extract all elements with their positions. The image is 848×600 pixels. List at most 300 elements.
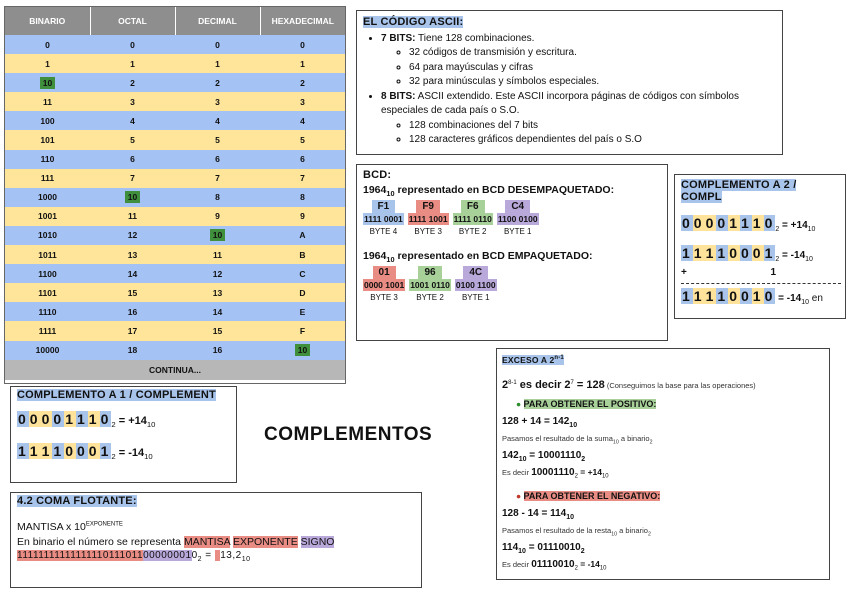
table-row <box>5 188 345 207</box>
bcd-hex: C4 <box>505 200 530 213</box>
table-row <box>5 341 345 360</box>
base-subscript: 10 <box>807 226 816 233</box>
base-subscript: 10 <box>611 531 618 538</box>
cell-value: 11 <box>213 249 222 260</box>
c1-line-positive <box>17 411 230 429</box>
base-subscript: 10 <box>518 456 527 464</box>
cell-value: 7 <box>130 173 135 184</box>
exceso-value: = 128 <box>573 378 605 391</box>
cell-value: 6 <box>300 154 305 165</box>
table-cell <box>260 207 345 226</box>
cell-value: 9 <box>300 211 305 222</box>
cell-value: 1010 <box>38 230 57 241</box>
exceso-title-sup: n-1 <box>554 355 564 361</box>
table-cell <box>90 111 175 130</box>
table-cell <box>5 226 90 245</box>
list-item: ◦ 32 códigos de transmisión y escritura. <box>409 46 776 61</box>
base-subscript: 2 <box>197 556 203 563</box>
cell-value: F <box>299 325 306 336</box>
cell-value: 4 <box>130 115 135 126</box>
base-subscript: 10 <box>612 439 619 446</box>
cell-value: 10 <box>125 191 140 203</box>
table-cell <box>260 73 345 92</box>
cell-value: 12 <box>127 230 138 241</box>
bcd-byte-label: BYTE 1 <box>461 293 490 303</box>
c2-tail: en <box>809 293 823 304</box>
table-row <box>5 283 345 302</box>
cell-value: 13 <box>127 249 138 260</box>
table-cell <box>260 35 345 54</box>
table-cell <box>90 169 175 188</box>
bcd-hex: F1 <box>372 200 396 213</box>
cell-value: 3 <box>215 96 220 107</box>
cell-value: B <box>299 249 306 260</box>
base-subscript: 2 <box>649 439 653 446</box>
table-cell <box>260 54 345 73</box>
bcd-byte <box>363 200 404 236</box>
c2-title: COMPLEMENTO A 2 / COMPL <box>681 179 797 203</box>
table-row <box>5 169 345 188</box>
exceso-negative-heading: ● PARA OBTENER EL NEGATIVO: <box>516 490 661 501</box>
table-cell <box>5 73 90 92</box>
bcd-hex: F9 <box>416 200 440 213</box>
table-cell <box>5 207 90 226</box>
bcd-byte-label: BYTE 2 <box>458 227 487 237</box>
table-row <box>5 130 345 149</box>
table-cell <box>260 169 345 188</box>
col-header-hexadecimal: HEXADECIMAL <box>260 7 345 35</box>
cell-value: 6 <box>130 154 135 165</box>
cell-value: 110 <box>40 154 55 165</box>
bcd-bits: 1111 0110 <box>453 214 492 225</box>
bcd-byte-label: BYTE 1 <box>503 227 532 237</box>
float-bits-line <box>17 550 415 563</box>
cell-value: 2 <box>215 77 220 88</box>
table-cell <box>90 73 175 92</box>
cell-value: 15 <box>127 287 138 298</box>
base-subscript: 2 <box>574 473 578 480</box>
bcd-byte <box>497 200 539 236</box>
table-cell <box>90 150 175 169</box>
c1-title: COMPLEMENTO A 1 / COMPLEMENT <box>17 389 216 401</box>
bcd-number: 1964 <box>363 184 387 196</box>
c2-bits-result: 1 1 1 1 0 0 1 0 <box>682 288 775 304</box>
cell-value: 17 <box>127 325 138 336</box>
exceso-pos-note-text: Pasamos el resultado de la suma <box>502 433 613 443</box>
exceso-negative-label: PARA OBTENER EL NEGATIVO: <box>523 490 661 501</box>
bcd-byte <box>408 200 449 236</box>
bcd-byte-label: BYTE 3 <box>370 293 398 303</box>
ascii-8bits-text: ASCII extendido. Este ASCII incorpora páginas de códigos con símbolos especiales de cada país o S.O. <box>381 90 739 116</box>
cell-value: 1101 <box>38 287 57 298</box>
float-bits-mantisa: 11111111111111110111011 <box>17 550 144 561</box>
table-cell <box>5 245 90 264</box>
cell-value: 10000 <box>35 345 60 356</box>
table-cell <box>90 54 175 73</box>
cell-value: 0 <box>300 39 305 50</box>
float-bits-exponente: 00000001 <box>143 550 192 561</box>
table-cell <box>90 130 175 149</box>
c2-value-c1: = -14 <box>779 250 806 261</box>
bcd-hex: 01 <box>373 266 396 279</box>
table-cell <box>90 35 175 54</box>
table-cell <box>5 188 90 207</box>
exceso-neg-note-text: Pasamos el resultado de la resta <box>502 525 612 535</box>
table-cell <box>175 341 260 360</box>
list-item: ◦ 32 para minúsculas y símbolos especiales. <box>409 75 776 90</box>
bcd-desempaquetado-heading <box>363 184 661 198</box>
table-cell <box>90 341 175 360</box>
table-cell <box>5 150 90 169</box>
cell-value: 10 <box>210 229 225 241</box>
c2-value-positive: = +14 <box>779 220 808 231</box>
table-cell <box>260 150 345 169</box>
exceso-pos-eq-text: 128 + 14 = 142 <box>502 415 570 427</box>
cell-value: 101 <box>40 135 55 146</box>
base-subscript: 2 <box>775 226 780 233</box>
exceso-section <box>496 348 830 580</box>
cell-value: 111 <box>40 173 55 184</box>
cell-value: 0 <box>45 39 50 50</box>
sum-divider <box>681 283 841 284</box>
table-cell <box>260 226 345 245</box>
exceso-note: (Conseguimos la base para las operaciones) <box>604 380 756 390</box>
exceso-positive-label: PARA OBTENER EL POSITIVO: <box>523 398 657 409</box>
exceso-positive-heading: ● PARA OBTENER EL POSITIVO: <box>516 398 657 409</box>
table-footer-row <box>5 360 345 380</box>
exceso-neg-eq-text: 128 - 14 = 114 <box>502 507 567 519</box>
float-word-signo: SIGNO <box>300 536 335 548</box>
cell-value: 1100 <box>38 268 57 279</box>
c1-bits-positive: 0 0 0 0 1 1 1 0 <box>18 411 111 427</box>
ascii-8bits-label: 8 BITS: <box>381 90 416 102</box>
bcd-byte <box>453 200 493 236</box>
base-subscript: 2 <box>581 456 586 464</box>
exceso-pos-result-val: = +14 <box>577 467 602 478</box>
cell-value: 1110 <box>38 306 57 317</box>
exceso-pos-note-text2: a binario <box>618 433 650 443</box>
table-cell <box>5 264 90 283</box>
table-cell <box>175 207 260 226</box>
table-cell <box>90 92 175 111</box>
base-subscript: 10 <box>602 473 609 480</box>
base-subscript: 10 <box>241 556 251 563</box>
exceso-pos-bin-num: 142 <box>502 450 519 462</box>
float-line-text: En binario el número se representa <box>17 536 184 548</box>
bcd-bits: 1111 1001 <box>408 214 448 225</box>
exceso-neg-result <box>502 558 824 576</box>
table-cell <box>5 35 90 54</box>
exceso-pos-result-bits: 10001110 <box>531 467 575 479</box>
base-subscript: 2 <box>775 256 780 263</box>
table-cell <box>90 302 175 321</box>
table-cell <box>175 226 260 245</box>
bcd-section <box>356 164 668 341</box>
cell-value: 2 <box>130 77 135 88</box>
table-cell <box>175 321 260 340</box>
exceso-es-decir-label: Es decir <box>502 468 532 478</box>
base-subscript: 10 <box>386 255 395 265</box>
table-cell <box>175 150 260 169</box>
cell-value: 4 <box>300 115 305 126</box>
bcd-empaquetado-bytes <box>363 266 661 302</box>
list-item: ◦ 64 para mayúsculas y cifras <box>409 61 776 76</box>
bcd-hex: 4C <box>463 266 488 279</box>
cell-value: 16 <box>212 345 223 356</box>
exceso-es-decir-label: Es decir <box>502 560 532 570</box>
cell-value: 10 <box>40 77 55 89</box>
exceso-pos-eq <box>502 415 824 432</box>
cell-value: 11 <box>128 211 137 222</box>
cell-value: 14 <box>212 306 223 317</box>
bcd-bits: 1001 0110 <box>410 280 450 291</box>
exceso-pos-bin-rest: = 10001110 <box>526 450 582 462</box>
table-cell <box>5 130 90 149</box>
bcd-desemp-text: representado en BCD DESEMPAQUETADO: <box>394 184 615 196</box>
exceso-neg-eq <box>502 507 824 524</box>
table-cell <box>175 130 260 149</box>
base-subscript: 2 <box>111 452 116 462</box>
cell-value: 5 <box>215 135 220 146</box>
base-subscript: 10 <box>518 548 526 556</box>
table-cell <box>260 111 345 130</box>
table-cell <box>175 35 260 54</box>
table-cell <box>175 92 260 111</box>
bcd-empaquetado-heading <box>363 250 661 264</box>
table-row <box>5 226 345 245</box>
float-mantisa-line <box>17 521 415 533</box>
base-subscript: 10 <box>144 452 153 462</box>
table-cell <box>90 321 175 340</box>
col-header-octal: OCTAL <box>90 7 175 35</box>
cell-value: 3 <box>300 96 305 107</box>
ascii-section <box>356 10 783 155</box>
table-cell <box>90 226 175 245</box>
table-cell <box>5 341 90 360</box>
exceso-base-sup: 8-1 <box>508 379 517 386</box>
base-subscript: 10 <box>599 566 607 573</box>
c1-value-negative: = -14 <box>115 447 145 460</box>
table-cell <box>260 341 345 360</box>
cell-value: E <box>299 306 306 317</box>
cell-value: 5 <box>130 135 135 146</box>
base-subscript: 2 <box>574 566 578 573</box>
cell-value: 1 <box>130 58 135 69</box>
float-title: 4.2 COMA FLOTANTE: <box>17 495 137 507</box>
table-cell <box>175 73 260 92</box>
table-row <box>5 245 345 264</box>
cell-value: 6 <box>215 154 220 165</box>
exceso-title-text: EXCESO A 2 <box>502 354 555 365</box>
c1-line-negative <box>17 443 230 461</box>
plus-sign: + <box>681 267 687 278</box>
table-cell <box>5 321 90 340</box>
float-bits-signo: 0 <box>191 550 198 561</box>
base-subscript: 10 <box>386 189 395 199</box>
cell-value: 16 <box>127 306 138 317</box>
table-row <box>5 321 345 340</box>
bcd-title: BCD: <box>363 169 392 181</box>
cell-value: 7 <box>215 173 220 184</box>
cell-value: 12 <box>212 268 223 279</box>
cell-value: 9 <box>215 211 220 222</box>
base-subscript: 10 <box>801 299 810 306</box>
page-title: COMPLEMENTOS <box>264 424 433 445</box>
exceso-pos-result <box>502 466 824 484</box>
base-subscript: 2 <box>647 531 651 538</box>
cell-value: 7 <box>300 173 305 184</box>
cell-value: 14 <box>127 268 138 279</box>
bcd-byte <box>455 266 497 302</box>
bcd-byte <box>363 266 405 302</box>
table-cell <box>260 264 345 283</box>
exceso-neg-result-bits: 01110010 <box>531 559 575 571</box>
table-cell <box>5 111 90 130</box>
col-header-decimal: DECIMAL <box>175 7 260 35</box>
table-cell <box>260 321 345 340</box>
complemento-a2-section <box>674 174 846 319</box>
table-row <box>5 73 345 92</box>
complemento-a1-section <box>10 386 237 483</box>
cell-value: 4 <box>215 115 220 126</box>
c2-line-result <box>681 288 839 306</box>
table-row <box>5 150 345 169</box>
c2-line-positive <box>681 215 839 233</box>
float-value: 13,2 <box>220 550 242 561</box>
cell-value: 3 <box>130 96 135 107</box>
exceso-neg-bin-rest: = 01110010 <box>525 542 581 554</box>
exceso-neg-result-val: = -14 <box>577 559 600 570</box>
bcd-byte-label: BYTE 4 <box>369 227 398 237</box>
table-footer: CONTINUA... <box>5 360 345 380</box>
bcd-byte-label: BYTE 3 <box>414 227 442 237</box>
c1-value-positive: = +14 <box>115 415 147 427</box>
table-cell <box>5 54 90 73</box>
table-cell <box>90 283 175 302</box>
exceso-sup2: 7 <box>570 379 574 386</box>
table-row <box>5 264 345 283</box>
float-word-mantisa: MANTISA <box>183 536 231 548</box>
exceso-pos-bin <box>502 449 824 466</box>
table-cell <box>175 302 260 321</box>
table-cell <box>175 111 260 130</box>
float-word-exponente: EXPONENTE <box>232 536 298 548</box>
cell-value: 15 <box>212 325 223 336</box>
float-description <box>17 536 415 548</box>
bcd-byte-label: BYTE 2 <box>416 293 444 303</box>
cell-value: 1 <box>300 58 305 69</box>
cell-value: 13 <box>212 287 223 298</box>
cell-value: 1 <box>215 58 220 69</box>
table-row <box>5 35 345 54</box>
c1-bits-negative: 1 1 1 1 0 0 0 1 <box>18 443 111 460</box>
c2-bits-positive: 0 0 0 0 1 1 1 0 <box>682 215 775 231</box>
exceso-base: 2 <box>502 378 509 391</box>
cell-value: 1000 <box>38 192 57 203</box>
table-cell <box>5 169 90 188</box>
cell-value: 2 <box>300 77 305 88</box>
table-cell <box>260 188 345 207</box>
cell-value: D <box>299 287 306 298</box>
base-subscript: 2 <box>580 548 585 556</box>
list-item: ◦ 128 caracteres gráficos dependientes del país o S.O <box>409 133 776 148</box>
table-cell <box>175 264 260 283</box>
bcd-emp-text: representado en BCD EMPAQUETADO: <box>394 250 593 263</box>
table-cell <box>90 188 175 207</box>
base-subscript: 10 <box>805 256 813 263</box>
cell-value: 8 <box>215 192 220 203</box>
exceso-pos-note <box>502 432 824 450</box>
cell-value: 1001 <box>38 211 57 222</box>
table-cell <box>175 188 260 207</box>
cell-value: 100 <box>40 115 55 126</box>
cell-value: 1011 <box>38 249 57 260</box>
c2-value-result: = -14 <box>775 293 802 304</box>
table-cell <box>260 302 345 321</box>
table-row <box>5 111 345 130</box>
cell-value: 10 <box>295 344 310 356</box>
exceso-neg-note-text2: a binario <box>617 525 648 535</box>
c2-bits-c1: 1 1 1 1 0 0 0 1 <box>682 245 775 261</box>
bcd-bits: 0100 1100 <box>455 280 496 291</box>
bcd-bits: 1111 0001 <box>364 214 403 225</box>
cell-value: C <box>299 268 306 279</box>
col-header-binario: BINARIO <box>5 7 90 35</box>
cell-value: 18 <box>127 345 138 356</box>
table-row <box>5 302 345 321</box>
table-row <box>5 207 345 226</box>
equals: = <box>202 550 215 561</box>
c2-line-c1 <box>681 245 839 263</box>
table-cell <box>260 245 345 264</box>
table-header-row <box>5 7 345 35</box>
c2-add-one <box>681 267 776 278</box>
table-cell <box>175 169 260 188</box>
table-cell <box>90 245 175 264</box>
base-subscript: 10 <box>146 420 156 430</box>
table-cell <box>5 283 90 302</box>
exceso-base-line <box>502 377 824 392</box>
list-item: ◦ 128 combinaciones del 7 bits <box>409 119 776 134</box>
number-conversion-table <box>4 6 346 384</box>
bcd-desempaquetado-bytes <box>363 200 661 236</box>
float-mantisa: MANTISA x 10 <box>17 521 86 533</box>
cell-value: 1111 <box>38 325 57 336</box>
table-cell <box>90 264 175 283</box>
cell-value: 0 <box>215 39 220 50</box>
cell-value: 5 <box>300 135 305 146</box>
table-cell <box>175 283 260 302</box>
bcd-hex: 96 <box>418 266 441 279</box>
ascii-title: EL CÓDIGO ASCII: <box>363 16 464 28</box>
ascii-7bits-item <box>381 32 776 90</box>
table-cell <box>5 302 90 321</box>
bcd-bits: 0000 1001 <box>364 280 405 291</box>
ascii-7bits-text: Tiene 128 combinaciones. <box>415 32 535 44</box>
exceso-neg-note <box>502 524 824 542</box>
exceso-es-decir: es decir 2 <box>516 378 571 391</box>
cell-value: 11 <box>43 96 52 107</box>
table-cell <box>260 283 345 302</box>
base-subscript: 10 <box>566 513 575 521</box>
exceso-title <box>502 355 564 365</box>
coma-flotante-section <box>10 492 422 588</box>
ascii-7bits-label: 7 BITS: <box>381 32 416 44</box>
float-exponent-sup: EXPONENTE <box>85 521 123 528</box>
bcd-hex: F6 <box>461 200 485 213</box>
table-cell <box>90 207 175 226</box>
table-cell <box>175 54 260 73</box>
